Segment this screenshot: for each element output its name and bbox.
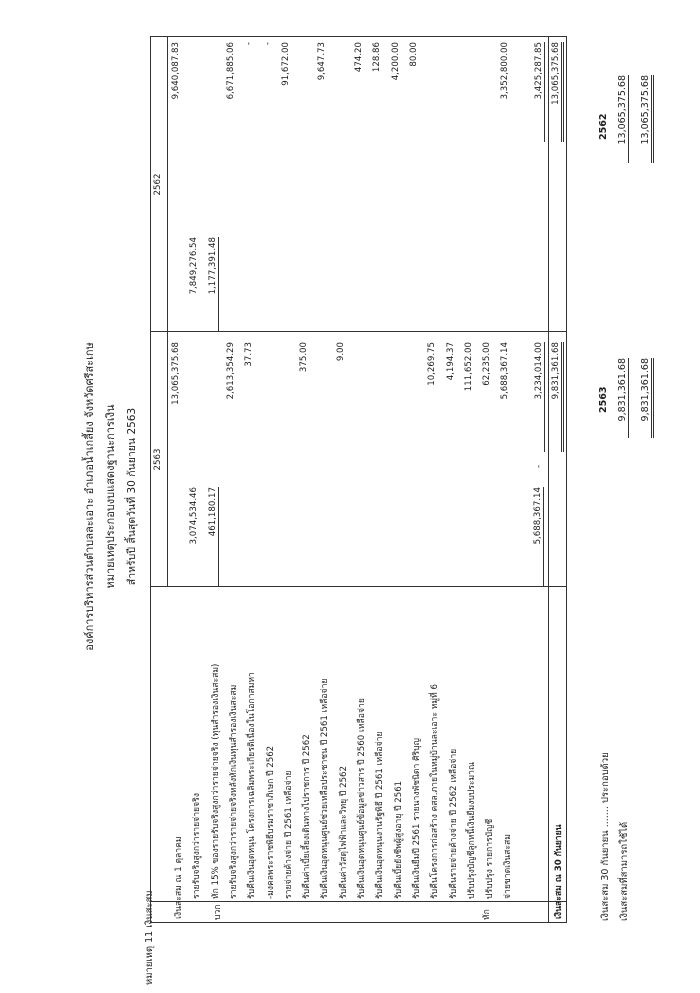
total-2563: 9,831,361.68: [551, 342, 564, 452]
row-label: รายรับจริงสูงกว่ารายจ่ายจริงหลังหักเงินทุนสำรองเงินสะสม: [228, 684, 239, 899]
side-label-less: หัก: [482, 909, 492, 920]
summary-value-2562: 13,065,375.68: [617, 75, 629, 163]
row-value-c3: 7,849,276.54: [189, 237, 200, 295]
total-divider: [548, 37, 549, 922]
row-label: ปรับปรุง รายการบัญชี: [485, 818, 496, 899]
row-value-c2: 9.00: [335, 342, 346, 362]
subtotal-2563-c1: 5,688,367.14: [533, 487, 544, 587]
row-value-c2: 2,613,354.29: [225, 342, 236, 400]
total-label: เงินสะสม ณ 30 กันยายน: [554, 824, 564, 919]
row-value-c4: 6,671,885.06: [225, 42, 236, 100]
subtotal-2563: 3,234,014.00: [534, 342, 545, 452]
row-label: รับคืนเงินอุดหนุนงานรัฐพิธี ปี 2561 เหลือจ่าย: [375, 731, 386, 899]
summary-value-2563: 9,831,361.68: [617, 358, 629, 438]
summary-heading: เงินสะสม 30 กันยายน ....... ประกอบด้วย: [600, 752, 611, 921]
row-value-c4: 4,200.00: [390, 42, 401, 81]
row-label: รับคืนค่าวัสดุไฟฟ้าและวิทยุ ปี 2562: [338, 766, 349, 899]
org-title: องค์การบริหารส่วนตำบลละเอาะ อำเภอน้ำเกลี้ยง จังหวัดศรีสะเกษ: [83, 342, 96, 651]
row-label: รับคืนเงินยืมปี 2561 รายนางพัชนิดา ศิริบุญ: [411, 738, 422, 899]
summary-year-2562: 2562: [598, 113, 609, 140]
row-label: รายจ่ายค้างจ่าย ปี 2561 เหลือจ่าย: [283, 770, 294, 899]
row-value-c4: 9,640,087.83: [171, 42, 181, 100]
col-header-2563: 2563: [153, 448, 163, 471]
row-label: รายรับจริงสูงกว่ารายจ่ายจริง: [192, 793, 203, 899]
total-2562: 13,065,375.68: [551, 42, 564, 142]
row-value-c4: 91,672.00: [280, 42, 291, 86]
row-value-c4: 3,352,800.00: [500, 42, 511, 100]
row-label: จ่ายขาดเงินสะสม: [503, 834, 514, 899]
row-label: รับคืนรายจ่ายค้างจ่าย ปี 2562 เหลือจ่าย: [448, 748, 459, 899]
summary-total-2562: 13,065,375.68: [640, 75, 654, 163]
row-value-c4: -: [244, 42, 255, 46]
row-value-c2: 13,065,375.68: [171, 342, 181, 405]
note-title: หมายเหตุ 11 เงินสะสม: [144, 890, 155, 985]
row-value-c2: 4,194.37: [445, 342, 456, 381]
period-title: สำหรับปี สิ้นสุดวันที่ 30 กันยายน 2563: [126, 407, 138, 586]
row-label: ปรับปรุงบัญชีลูกหนี้เงินยืมงบประมาณ: [466, 762, 477, 899]
row-value-c2: 62,235.00: [482, 342, 493, 386]
subtotal-2562: 3,425,287.85: [534, 42, 545, 142]
subtotal-dash: -: [534, 464, 544, 468]
row-value-c3: 1,177,391.48: [208, 237, 219, 332]
row-value-c1: 461,180.17: [208, 487, 219, 587]
row-value-c4: -: [262, 42, 273, 46]
row-value-c2: 375.00: [299, 342, 310, 373]
header-divider: [167, 37, 168, 587]
row-value-c2: 5,688,367.14: [500, 342, 511, 400]
row-label: -มงคลพระราชพิธีบรมราชาภิเษก ปี 2562: [265, 745, 276, 899]
row-label: รับคืนเบี้ยยังชีพผู้สูงอายุ ปี 2561: [393, 780, 404, 899]
row-label: รับคืนค่าเบี้ยเลี้ยงเดินทางไปราชการ ปี 2562: [302, 734, 313, 899]
side-label-divider: [151, 901, 566, 902]
side-label-add: บวก: [213, 904, 223, 920]
row-label: หัก 15% ของรายรับจริงสูงกว่ารายจ่ายจริง (ทุนสำรองเงินสะสม): [210, 663, 221, 899]
row-value-c4: 9,647.73: [317, 42, 328, 81]
row-value-c4: 128.86: [372, 42, 383, 73]
row-value-c2: 37.73: [244, 342, 255, 367]
summary-total-2563: 9,831,361.68: [640, 358, 654, 438]
row-label: รับคืนเงินอุดหนุนศูนย์ช่วยเหลือประชาชน ปี 2561 เหลือจ่าย: [320, 678, 331, 899]
row-value-c4: 80.00: [408, 42, 419, 67]
col-header-2562: 2562: [153, 173, 163, 196]
row-label: รับคืนโครงการก่อสร้าง คสล.ภายในหมู่บ้านละเอาะ หมู่ที่ 6: [430, 684, 441, 899]
row-label: รับคืนเงินอุดหนุนศูนย์ข้อมูลข่าวสาร ปี 2560 เหลือจ่าย: [357, 698, 367, 899]
row-value-c1: 3,074,534.46: [189, 487, 200, 545]
row-value-c2: 111,652.00: [463, 342, 474, 392]
equity-table: [150, 36, 567, 923]
row-value-c2: 10,269.75: [427, 342, 438, 386]
statement-title: หมายเหตุประกอบงบแสดงฐานะการเงิน: [104, 404, 117, 589]
row-label: รับคืนเงินอุดหนุน โครงการเฉลิมพระเกียรติเนื่องในโอกาสมหา: [247, 672, 258, 899]
row-value-c4: 474.20: [354, 42, 364, 73]
row-label: เงินสะสม ณ 1 ตุลาคม: [174, 836, 184, 919]
summary-year-2563: 2563: [598, 386, 609, 413]
summary-available-label: เงินสะสมที่สามารถใช้ได้: [619, 821, 630, 921]
